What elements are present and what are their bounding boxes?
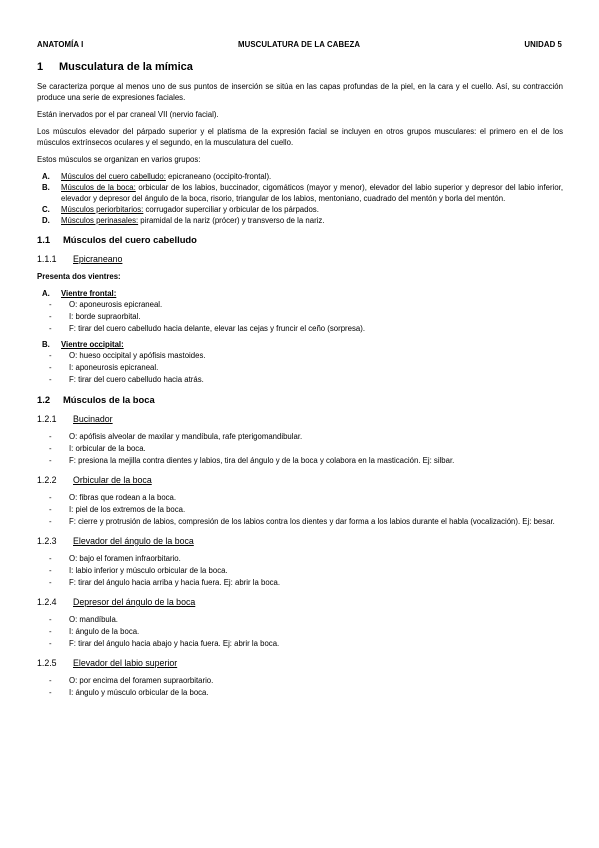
paragraph: Se caracteriza porque al menos uno de sus puntos de inserción se sitúa en las capas profundas de la piel, en la cara y el cuello. Así, su contracción produce una serie de expresiones faciales.: [37, 82, 563, 102]
subsection-heading: [37, 394, 563, 406]
group-text: corrugador superciliar y orbicular de los párpados.: [143, 205, 319, 214]
paragraph: Los músculos elevador del párpado superior y el platisma de la expresión facial se incluyen en otros grupos musculares: el primero en el de los músculos extrínsecos oculares y el segundo, en la musculatura del cuello.: [37, 127, 563, 147]
group-text: epicraneano (occipito-frontal).: [165, 172, 272, 181]
muscle-number: 1.2.1: [37, 414, 57, 424]
group-text: orbicular de los labios, buccinador, cigomáticos (mayor y menor), elevador del labio superior y depresor del labio inferior, elevador y depresor del ángulo de la boca, risorio, triangular de los labios, mentoniano, cuadrado del mentón y borla del mentón.: [61, 183, 563, 203]
dash-list: [37, 299, 563, 335]
header-course: ANATOMÍA I: [37, 40, 84, 49]
subsection-title: Músculos del cuero cabelludo: [63, 234, 197, 245]
belly-heading: [37, 288, 563, 299]
muscle-title: Bucinador: [73, 414, 113, 424]
muscle-heading: [37, 254, 563, 265]
list-item: - I: ángulo de la boca.: [49, 627, 140, 636]
list-item: - I: borde supraorbital.: [49, 312, 141, 321]
group-item: [37, 215, 563, 226]
belly-title: Vientre occipital:: [61, 340, 124, 349]
muscle-number: 1.2.2: [37, 475, 57, 485]
list-item: - F: presiona la mejilla contra dientes y labios, tira del ángulo y de la boca y colabora en la masticación. Ej: silbar.: [49, 456, 455, 465]
paragraph: Están inervados por el par craneal VII (nervio facial).: [37, 110, 219, 119]
dash-list: [37, 492, 563, 528]
muscle-heading: [37, 597, 563, 608]
list-item: - O: apófisis alveolar de maxilar y mandíbula, rafe pterigomandibular.: [49, 432, 303, 441]
group-item: [37, 171, 563, 182]
dash-list: [37, 553, 563, 589]
list-item: - I: aponeurosis epicraneal.: [49, 363, 159, 372]
section-title: Musculatura de la mímica: [59, 61, 193, 73]
dash-list: [37, 675, 563, 699]
list-item: - I: labio inferior y músculo orbicular de la boca.: [49, 566, 228, 575]
muscle-heading: [37, 536, 563, 547]
list-item: - O: mandíbula.: [49, 615, 118, 624]
group-title: Músculos perinasales:: [61, 216, 139, 225]
list-letter: C.: [42, 205, 50, 214]
list-letter: A.: [42, 289, 50, 298]
list-item: - F: tirar del cuero cabelludo hacia delante, elevar las cejas y fruncir el ceño (sorpresa).: [49, 324, 365, 333]
section-heading: [37, 60, 563, 74]
header-unit: UNIDAD 5: [524, 40, 562, 49]
list-item: - O: aponeurosis epicraneal.: [49, 300, 163, 309]
muscle-number: 1.1.1: [37, 254, 57, 264]
subsection-title: Músculos de la boca: [63, 394, 155, 405]
list-item: - O: hueso occipital y apófisis mastoides.: [49, 351, 206, 360]
belly-title: Vientre frontal:: [61, 289, 117, 298]
muscle-title: Orbicular de la boca: [73, 475, 152, 485]
list-letter: D.: [42, 216, 50, 225]
muscle-heading: [37, 658, 563, 669]
muscle-heading: [37, 414, 563, 425]
muscle-title: Epicraneano: [73, 254, 123, 264]
list-item: - F: tirar del cuero cabelludo hacia atrás.: [49, 375, 204, 384]
muscle-title: Elevador del labio superior: [73, 658, 178, 668]
dash-list: [37, 350, 563, 386]
section-number: 1: [37, 61, 44, 73]
muscle-number: 1.2.5: [37, 658, 57, 668]
list-item: - F: tirar del ángulo hacia abajo y hacia fuera. Ej: abrir la boca.: [49, 639, 280, 648]
muscle-number: 1.2.3: [37, 536, 57, 546]
muscle-title: Depresor del ángulo de la boca: [73, 597, 196, 607]
dash-list: [37, 614, 563, 650]
document-body: [37, 60, 563, 703]
subsection-number: 1.2: [37, 394, 51, 405]
list-item: - F: tirar del ángulo hacia arriba y hacia fuera. Ej: abrir la boca.: [49, 578, 281, 587]
group-title: Músculos del cuero cabelludo:: [61, 172, 166, 181]
list-item: - O: bajo el foramen infraorbitario.: [49, 554, 181, 563]
muscle-number: 1.2.4: [37, 597, 57, 607]
subsection-number: 1.1: [37, 234, 51, 245]
list-item: - O: por encima del foramen supraorbitario.: [49, 676, 214, 685]
group-title: Músculos de la boca:: [61, 183, 136, 192]
paragraph: Estos músculos se organizan en varios grupos:: [37, 155, 201, 164]
belly-heading: [37, 339, 563, 350]
list-item: - I: ángulo y músculo orbicular de la boca.: [49, 688, 209, 697]
list-item: - I: piel de los extremos de la boca.: [49, 505, 186, 514]
muscle-title: Elevador del ángulo de la boca: [73, 536, 194, 546]
group-text: piramidal de la nariz (prócer) y transverso de la nariz.: [138, 216, 325, 225]
header-topic: MUSCULATURA DE LA CABEZA: [238, 40, 361, 49]
list-letter: B.: [42, 340, 50, 349]
dash-list: [37, 431, 563, 467]
paragraph: Presenta dos vientres:: [37, 272, 121, 281]
group-item: [37, 204, 563, 215]
subsection-heading: [37, 234, 563, 246]
group-title: Músculos periorbitarios:: [61, 205, 144, 214]
group-list: [37, 171, 563, 226]
list-item: - O: fibras que rodean a la boca.: [49, 493, 177, 502]
list-item: - F: cierre y protrusión de labios, compresión de los labios contra los dientes y dar forma a los labios durante el habla (vocalización). Ej: besar.: [49, 517, 555, 526]
list-letter: B.: [42, 183, 50, 192]
list-letter: A.: [42, 172, 50, 181]
group-item: [37, 182, 563, 204]
list-item: - I: orbicular de la boca.: [49, 444, 146, 453]
muscle-heading: [37, 475, 563, 486]
